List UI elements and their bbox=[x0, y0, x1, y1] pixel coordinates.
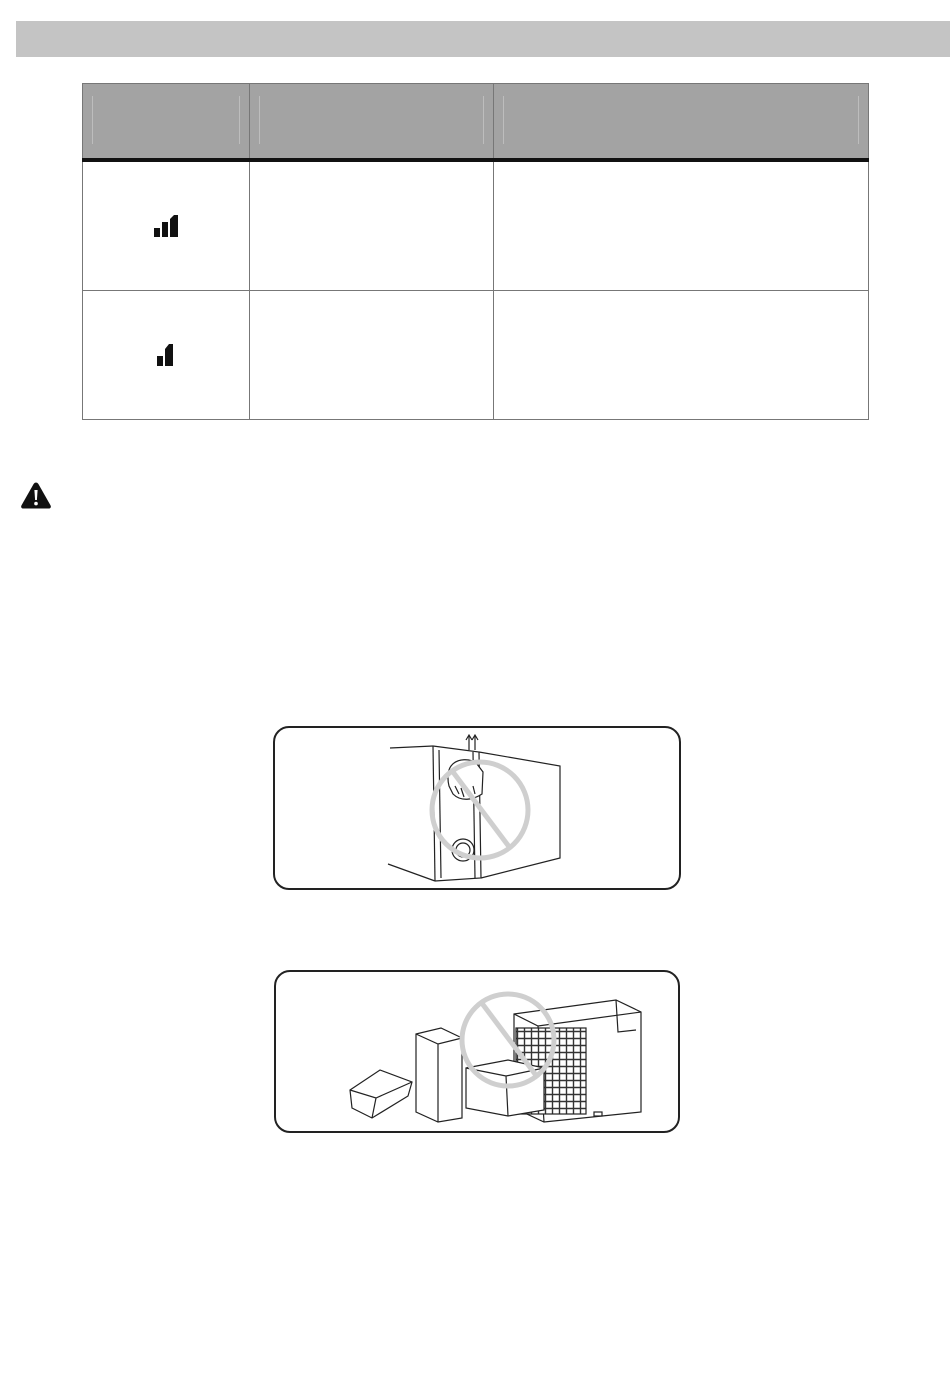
section-header-bar bbox=[16, 21, 950, 57]
table-row bbox=[83, 160, 869, 291]
prohibited-obstruction-near-unit-icon bbox=[276, 972, 678, 1131]
prohibited-lifting-by-handle-icon bbox=[275, 728, 679, 888]
notes-cell bbox=[494, 291, 869, 420]
table-header-cell bbox=[250, 84, 494, 161]
table-header-cell bbox=[83, 84, 250, 161]
signal-cell bbox=[83, 291, 250, 420]
table-header-cell bbox=[494, 84, 869, 161]
description-cell bbox=[250, 291, 494, 420]
description-cell bbox=[250, 160, 494, 291]
signal-strength-medium-icon bbox=[152, 343, 180, 367]
signal-strength-high-icon bbox=[152, 214, 180, 238]
table-row bbox=[83, 291, 869, 420]
table-header-row bbox=[83, 84, 869, 161]
notes-cell bbox=[494, 160, 869, 291]
warning-triangle-icon bbox=[20, 481, 52, 510]
signal-cell bbox=[83, 160, 250, 291]
signal-strength-table bbox=[82, 83, 869, 420]
illustration-do-not-lift-by-handle bbox=[273, 726, 681, 890]
illustration-do-not-obstruct-unit bbox=[274, 970, 680, 1133]
